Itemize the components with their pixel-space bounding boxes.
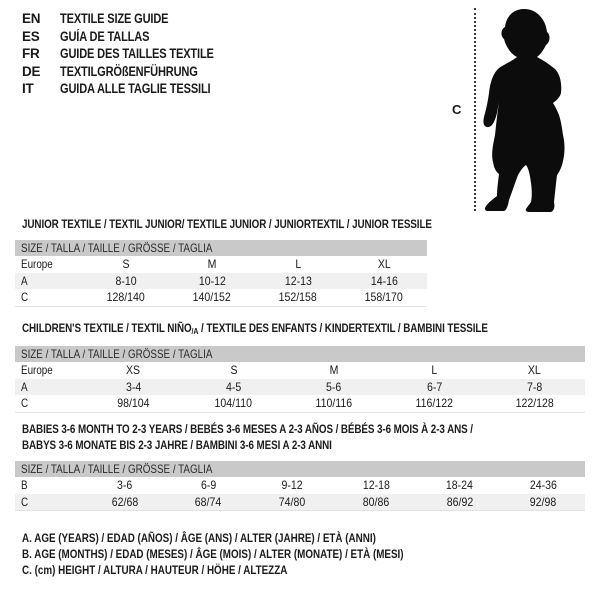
language-code: EN	[22, 11, 41, 26]
table-size-header: SIZE / TALLA / TAILLE / GRÖSSE / TAGLIA	[15, 461, 585, 477]
table-row-c	[15, 494, 585, 511]
title-text: BABYS 3-6 MONATE BIS 2-3 JAHRE / BAMBINI 3-6 MESI A 2-3 ANNI	[22, 438, 332, 452]
size-cell: XL	[377, 257, 391, 271]
size-cell: 10-12	[198, 273, 226, 288]
size-cell: M	[207, 257, 217, 271]
size-cell: 3-4	[125, 379, 141, 394]
language-label: TEXTILE SIZE GUIDE	[60, 11, 169, 26]
row-label: B	[21, 478, 28, 492]
size-cell: 6-7	[426, 379, 443, 394]
size-cell: 128/140	[106, 290, 146, 304]
size-cell: 122/128	[515, 396, 554, 410]
size-table	[15, 461, 585, 511]
size-cell: M	[329, 363, 339, 377]
table-row-b	[15, 477, 585, 494]
language-code: ES	[22, 28, 40, 44]
table-row-a	[15, 273, 427, 290]
size-legend	[22, 530, 487, 578]
size-cell: L	[295, 257, 301, 271]
size-cell: 92/98	[529, 494, 557, 509]
baby-silhouette-icon	[483, 4, 567, 212]
language-code: DE	[22, 63, 41, 79]
size-cell: 68/74	[195, 494, 222, 509]
table-title-line	[22, 320, 590, 339]
size-cell: 6-9	[200, 478, 217, 492]
language-code: IT	[22, 81, 34, 96]
table-title	[22, 216, 522, 232]
size-cell: 18-24	[446, 478, 474, 492]
size-cell: 86/92	[446, 494, 473, 509]
size-cell: 158/170	[364, 290, 404, 304]
table-size-header: SIZE / TALLA / TAILLE / GRÖSSE / TAGLIA	[15, 240, 427, 256]
table-title	[22, 320, 590, 339]
height-measure-label: C	[452, 102, 462, 117]
size-cell: 104/110	[214, 396, 253, 410]
size-cell: 4-5	[225, 379, 242, 394]
size-cell: 5-6	[326, 379, 342, 394]
row-label: C	[21, 396, 29, 410]
size-table	[15, 346, 585, 413]
title-subscript: /A	[191, 326, 199, 336]
size-cell: 140/152	[192, 290, 232, 304]
table-title-line	[22, 421, 572, 437]
legend-line: A. AGE (YEARS) / EDAD (AÑOS) / ÂGE (ANS) / ALTER (JAHRE) / ETÀ (ANNI)	[22, 531, 376, 545]
row-label: Europe	[21, 363, 53, 377]
row-label: Europe	[21, 257, 53, 271]
table-size-header: SIZE / TALLA / TAILLE / GRÖSSE / TAGLIA	[15, 346, 585, 362]
language-label: TEXTILGRÖßENFÜHRUNG	[60, 63, 198, 79]
language-label: GUIDA ALLE TAGLIE TESSILI	[60, 81, 211, 96]
size-cell: 152/158	[278, 290, 318, 304]
table-title-line	[22, 216, 522, 232]
title-text: / TEXTILE DES ENFANTS / KINDERTEXTIL / BAMBINI TESSILE	[198, 321, 488, 335]
size-cell: S	[122, 257, 130, 271]
table-title	[22, 421, 572, 453]
size-cell: 80/86	[362, 494, 390, 509]
row-label: C	[21, 494, 29, 509]
table-row-europe	[15, 256, 427, 273]
row-label: A	[21, 273, 28, 288]
height-measure-line	[474, 8, 476, 211]
language-code: FR	[22, 46, 40, 61]
size-cell: S	[230, 363, 238, 377]
size-cell: 62/68	[111, 494, 139, 509]
table-row-a	[15, 379, 585, 396]
size-cell: 110/116	[315, 396, 353, 410]
size-cell: 3-6	[117, 478, 133, 492]
table-row-c	[15, 395, 585, 412]
size-cell: 12-13	[284, 273, 312, 288]
title-text: JUNIOR TEXTILE / TEXTIL JUNIOR/ TEXTILE JUNIOR / JUNIORTEXTIL / JUNIOR TESSILE	[22, 217, 432, 231]
language-label: GUIDE DES TAILLES TEXTILE	[60, 46, 214, 61]
language-label: GUÍA DE TALLAS	[60, 28, 150, 44]
size-table	[15, 240, 427, 307]
title-text: CHILDREN'S TEXTILE / TEXTIL NIÑO	[22, 321, 192, 335]
size-cell: 74/80	[278, 494, 306, 509]
size-cell: 24-36	[529, 478, 557, 492]
size-cell: 116/122	[415, 396, 454, 410]
row-label: A	[21, 379, 28, 394]
height-figure	[0, 0, 600, 225]
title-text: BABIES 3-6 MONTH TO 2-3 YEARS / BEBÉS 3-6 MESES A 2-3 AÑOS / BÉBÉS 3-6 MOIS À 2-3 ANS /	[22, 422, 473, 436]
size-cell: 7-8	[527, 379, 543, 394]
size-cell: 9-12	[281, 478, 303, 492]
size-cell: XS	[126, 363, 141, 377]
table-row-c	[15, 289, 427, 306]
row-label: C	[21, 290, 29, 304]
table-row-europe	[15, 362, 585, 379]
legend-line: C. (cm) HEIGHT / ALTURA / HAUTEUR / HÖHE / ALTEZZA	[22, 563, 288, 577]
table-title-line	[22, 437, 572, 453]
size-cell: L	[431, 363, 438, 377]
size-cell: 14-16	[370, 273, 398, 288]
size-cell: 98/104	[117, 396, 150, 410]
legend-line: B. AGE (MONTHS) / EDAD (MESES) / ÂGE (MOIS) / ALTER (MONATE) / ETÀ (MESI)	[22, 547, 404, 561]
size-cell: 12-18	[362, 478, 390, 492]
size-cell: XL	[528, 363, 542, 377]
size-cell: 8-10	[115, 273, 137, 288]
